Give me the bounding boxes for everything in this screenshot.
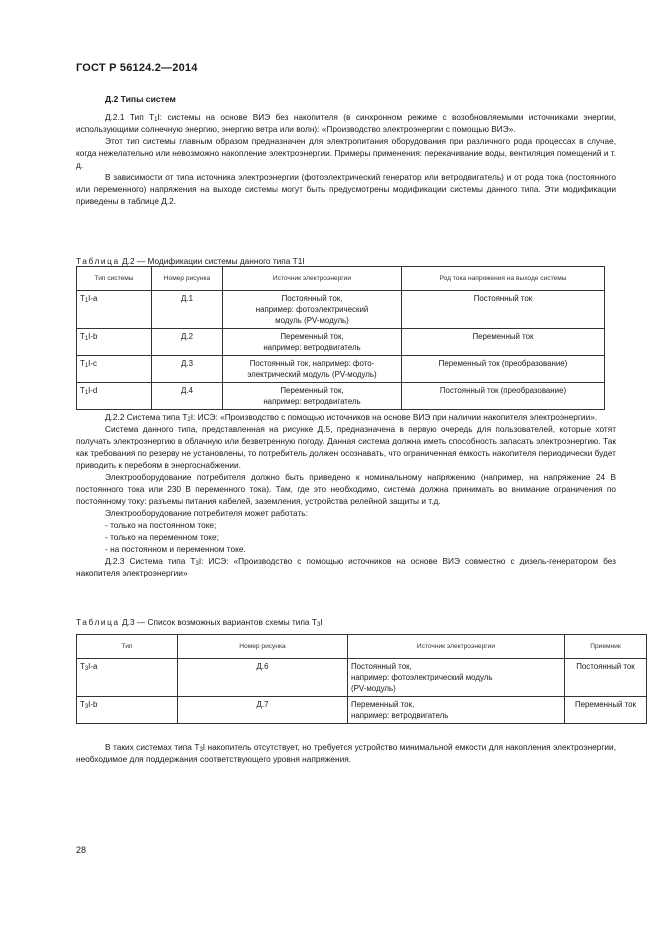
cell-output: Постоянный ток bbox=[565, 659, 647, 697]
closing-text bbox=[76, 741, 616, 765]
table2-caption-end: I bbox=[320, 617, 323, 627]
list-item: - только на переменном токе; bbox=[105, 532, 219, 542]
cell-output: Переменный ток (преобразование) bbox=[402, 356, 605, 383]
para1-lead: Д.2.1 Тип T bbox=[105, 112, 155, 122]
table-row bbox=[77, 291, 605, 329]
column-header: Тип bbox=[77, 635, 178, 659]
paragraph-d22 bbox=[76, 411, 616, 423]
table2-caption-text: Д.3 — Список возможных вариантов схемы типа T bbox=[119, 617, 317, 627]
cell-source: Переменный ток, например: ветродвигатель bbox=[223, 329, 402, 356]
table2-caption-label: Таблица bbox=[76, 617, 120, 627]
cell-figure: Д.6 bbox=[178, 659, 348, 697]
para8-rest: I: ИСЭ: «Производство с помощью источников на основе ВИЭ совместно с дизель-генератором без накопителя электроэнергии» bbox=[76, 556, 616, 578]
table-row bbox=[77, 329, 605, 356]
paragraph-6: Электрооборудование потребителя должно быть приведено к номинальному напряжению (например, на напряжение 24 В постоянного тока или 230 В переменного тока). Там, где это необходимо, система должна принимать во внимание ограничения по постоянному току: разъемы питания кабелей, заземления, устройства релейной защиты и т.д. bbox=[76, 472, 616, 506]
para9-rest: I накопитель отсутствует, но требуется устройство минимальной емкости для накопления электроэнергии, необходимое для поддержания соответствующего уровня напряжения. bbox=[76, 742, 616, 764]
table-row bbox=[77, 356, 605, 383]
table1-caption-text: Д.2 — Модификации системы данного типа T1I bbox=[119, 256, 305, 266]
cell-output: Постоянный ток bbox=[402, 291, 605, 329]
cell-type: $T_1I-b$ bbox=[77, 329, 152, 356]
para4-rest: I: ИСЭ: «Производство с помощью источников на основе ВИЭ при наличии накопителя электроэнергии». bbox=[190, 412, 598, 422]
column-header: Номер рисунка bbox=[178, 635, 348, 659]
cell-source: Постоянный ток, например: фотоэлектрический модуль (PV-модуль) bbox=[348, 659, 565, 697]
intro-text bbox=[76, 111, 616, 207]
main-text bbox=[76, 411, 616, 579]
cell-figure: Д.7 bbox=[178, 697, 348, 724]
column-header: Род тока напряжения на выходе системы bbox=[402, 267, 605, 291]
cell-source: Переменный ток, например: ветродвигатель bbox=[348, 697, 565, 724]
table-d3 bbox=[76, 634, 647, 724]
cell-source: Постоянный ток, например: фото- электрический модуль (PV-модуль) bbox=[223, 356, 402, 383]
para1-sub: 1 bbox=[154, 117, 158, 123]
cell-output: Постоянный ток (преобразование) bbox=[402, 383, 605, 410]
column-header: Источник электроэнергии bbox=[348, 635, 565, 659]
paragraph-2: Этот тип системы главным образом предназначен для электропитания оборудования при различного рода процессах в случае, когда нежелательно или невозможно накопление электроэнергии. Примеры применения: перекачивание воды, вентиляция помещений и т. д. bbox=[76, 136, 616, 170]
table-row bbox=[77, 383, 605, 410]
cell-source: Переменный ток, например: ветродвигатель bbox=[223, 383, 402, 410]
table2-caption-sub: 3 bbox=[316, 622, 321, 628]
cell-type: $T_1I-a$ bbox=[77, 291, 152, 329]
paragraph-closing bbox=[76, 741, 616, 765]
list-item: - на постоянном и переменном токе. bbox=[105, 544, 246, 554]
para9-lead: В таких системах типа T bbox=[105, 742, 200, 752]
table-header-row bbox=[77, 267, 605, 291]
para4-lead: Д.2.2 Система типа T bbox=[105, 412, 188, 422]
cell-type: $T_3I-b$ bbox=[77, 697, 178, 724]
cell-source: Постоянный ток, например: фотоэлектрический модуль (PV-модуль) bbox=[223, 291, 402, 329]
para8-lead: Д.2.3 Система типа T bbox=[105, 556, 196, 566]
cell-output: Переменный ток bbox=[565, 697, 647, 724]
cell-output: Переменный ток bbox=[402, 329, 605, 356]
list-item: - только на постоянном токе; bbox=[105, 520, 217, 530]
para4-sub: 2 bbox=[187, 417, 191, 423]
table-row bbox=[77, 659, 647, 697]
paragraph-d21 bbox=[76, 111, 616, 135]
document-header: ГОСТ Р 56124.2—2014 bbox=[76, 62, 198, 74]
table-d2 bbox=[76, 266, 605, 410]
section-title: Д.2 Типы систем bbox=[105, 94, 176, 104]
paragraph-d23 bbox=[76, 555, 616, 579]
page-number: 28 bbox=[76, 845, 87, 855]
cell-figure: Д.4 bbox=[152, 383, 223, 410]
para9-sub: 3 bbox=[199, 747, 203, 753]
column-header: Номер рисунка bbox=[152, 267, 223, 291]
cell-figure: Д.2 bbox=[152, 329, 223, 356]
paragraph-3: В зависимости от типа источника электроэнергии (фотоэлектрический генератор или ветродвигатель) и от рода тока (постоянного или переменного) напряжения на выходе системы могут быть предусмотрены модификации системы данного типа. Эти модификации приведены в таблице Д.2. bbox=[76, 172, 616, 206]
cell-type: $T_3I-a$ bbox=[77, 659, 178, 697]
cell-figure: Д.1 bbox=[152, 291, 223, 329]
table2-caption bbox=[76, 616, 616, 628]
table1-caption-label: Таблица bbox=[76, 256, 120, 266]
table-row bbox=[77, 697, 647, 724]
cell-type: $T_1I-c$ bbox=[77, 356, 152, 383]
paragraph-7: Электрооборудование потребителя может работать: bbox=[105, 508, 308, 518]
column-header: Приемник bbox=[565, 635, 647, 659]
para1-rest: I: системы на основе ВИЭ без накопителя (в синхронном режиме с возобновляемыми источниками энергии, использующими солнечную энергию, энергию ветра или волн): «Производство электроэнергии с помощью ВИЭ». bbox=[76, 112, 617, 134]
table-header-row bbox=[77, 635, 647, 659]
column-header: Источник электроэнергии bbox=[223, 267, 402, 291]
cell-figure: Д.3 bbox=[152, 356, 223, 383]
paragraph-5: Система данного типа, представленная на рисунке Д.5, предназначена в первую очередь для пользователей, которые хотят получать электроэнергию в облачную или безветренную погоду. Данная система должна иметь способность запасать электроэнергию. Так как требования по резерву не установлены, то потребитель должен осознавать, что ограниченная емкость накопителя периодически будет приводить к перебоям в энергоснабжении. bbox=[76, 424, 616, 470]
cell-type: $T_1I-d$ bbox=[77, 383, 152, 410]
column-header: Тип системы bbox=[77, 267, 152, 291]
para8-sub: 3 bbox=[195, 561, 199, 567]
